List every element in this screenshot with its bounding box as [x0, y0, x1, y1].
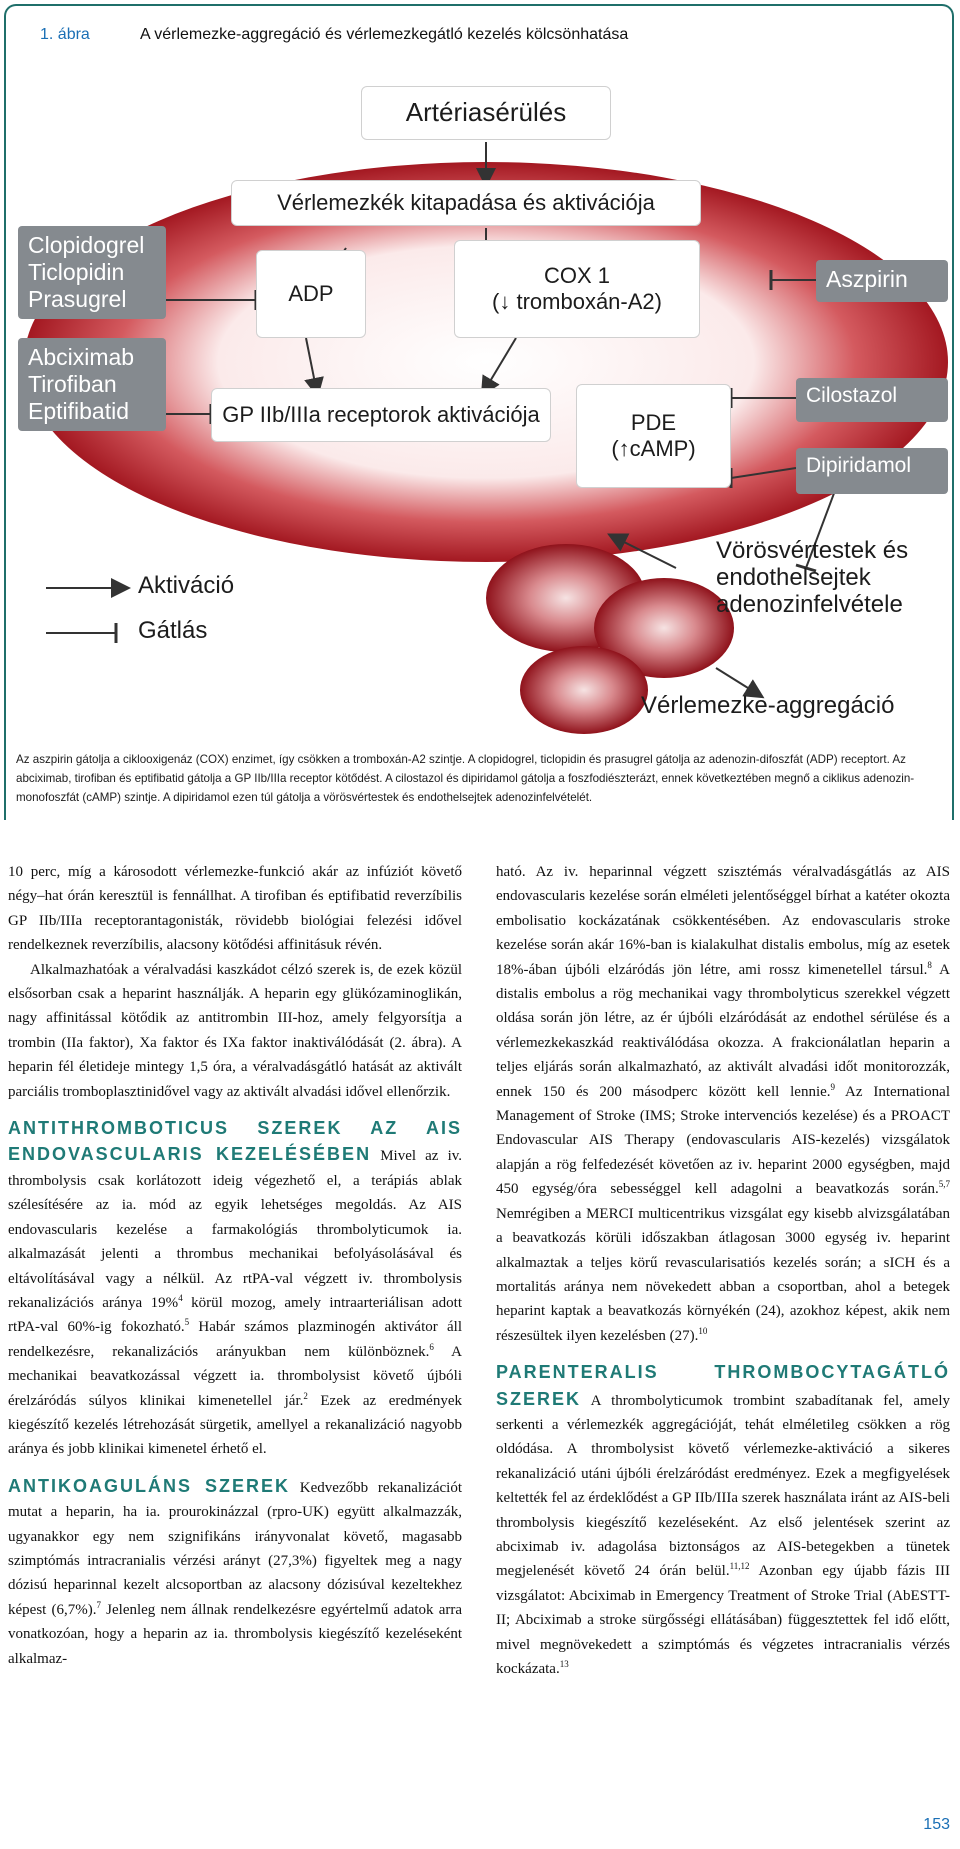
text-span: A mechanikai beavatkozással végzett ia. thrombolysist követő újbóli érelzáródás súlyos klinikai kimenetellel jár.	[8, 1343, 462, 1409]
adp-label: ADP	[288, 280, 334, 306]
adhesion-label: Vérlemezkék kitapadása és aktivációja	[277, 189, 655, 215]
text-span: Azonban egy újabb fázis III vizsgálatot: Abciximab in Emergency Treatment of Stroke Trial (AbESTT-II; Abciximab a stroke sürgősségi ellátásában) függesztettek fel idő előtt, mivel megnövekedett a szimptómás és végzetes intracranialis vérzés kockázata.	[496, 1563, 950, 1677]
section-heading-parenteral: PARENTERALIS THROMBOCYTAGÁTLÓ SZEREK	[496, 1362, 950, 1409]
left-section-anticoagulant	[8, 1474, 462, 1671]
drug-clopidogrel: Clopidogrel	[28, 232, 145, 258]
left-paragraph-2: Alkalmazhatóak a véralvadási kaszkádot célzó szerek is, de ezek közül elsősorban csak a heparint használják. A heparin egy glükózaminoglikán, nagy affinitással kötődik az antitrombin III-hoz, amely felgyorsítja a trombin (IIa faktor), Xa faktor és IXa faktor inaktiválódását (2. ábra). A heparin fél életideje mintegy 1,5 óra, a véralvadásgátló hatását az aktivált parciális tromboplasztinidővel vagy az aktivált alvadási idővel ellenőrzik.	[8, 961, 462, 1100]
drug-abciximab: Abciximab	[28, 344, 135, 370]
camp-label: cAMP)	[629, 436, 696, 461]
rbc-line-3: adenozinfelvétele	[716, 590, 903, 618]
citation: 9	[830, 1081, 836, 1092]
section-heading-antithrombotic: ANTITHROMBOTICUS SZEREK AZ AIS ENDOVASCULARIS KEZELÉSÉBEN	[8, 1118, 462, 1165]
left-paragraph-1: 10 perc, míg a károsodott vérlemezke-funkció akár az infúziót követő négy–hat órán keresztül is fennállhat. A tirofiban és eptifibatid reverzíbilis GP IIb/IIIa receptorantagonisták, rövidebb biológiai felezési idővel rendelkeznek reverzíbilis, alacsony kötődési affinitásuk révén.	[8, 864, 462, 954]
thromboxane-label: tromboxán-A2)	[516, 289, 662, 314]
drug-tirofiban: Tirofiban	[28, 371, 117, 398]
citation: 6	[429, 1341, 434, 1352]
page-number: 153	[923, 1816, 950, 1833]
drug-group-adp	[18, 226, 166, 319]
rbc-adenosine-label	[716, 538, 908, 619]
down-arrow-icon: ↓	[499, 289, 511, 314]
aspirin-label: Aszpirin	[826, 266, 908, 292]
text-span: Ezek az eredmények kiegészítő kezelés létrehozását sürgetik, amellyel a rekanalizáció nagyobb aránya és jobb klinikai kimenetel érhető el.	[8, 1392, 462, 1458]
dipiridamol-label: Dipiridamol	[806, 454, 912, 477]
gp-box	[211, 388, 551, 442]
citation: 7	[96, 1599, 101, 1610]
text-span: Az International Management of Stroke (IMS; Stroke intervenciós kezelése) és a PROACT Endovascular AIS Therapy (endovascularis AIS-kezelés) vizsgálatok alapján a rög felfedezését követően az iv. heparint 2000 egységben, majd 450 egység/óra sebességgel kell adagolni a beavatkozás során.	[496, 1083, 951, 1198]
injury-box	[361, 86, 611, 140]
rbc-line-2: endothelsejtek	[716, 563, 871, 591]
legend-activation: Aktiváció	[138, 572, 235, 599]
cilostazol-box	[796, 378, 948, 422]
gp-label: GP IIb/IIIa receptorok aktivációja	[222, 401, 540, 427]
right-section-parenteral	[496, 1360, 950, 1681]
citation: 8	[927, 959, 932, 970]
citation: 4	[178, 1292, 183, 1303]
drug-prasugrel: Prasugrel	[28, 286, 127, 313]
citation: 11,12	[729, 1561, 750, 1572]
aggregation-label: Vérlemezke-aggregáció	[641, 692, 895, 719]
figure-label: 1. ábra	[40, 26, 90, 43]
text-span: Kedvezőbb rekanalizációt mutat a heparin, ha ia. prourokinázzal (rpro-UK) együtt alkalmazzák, ugyanakkor egy nem szignifikáns irányvonalat követő, magasabb szimptómás intracranialis vérzési arányt (27,3%) figyeltek meg a nagy dózisú heparinnal kezelt alcsoportban az alacsony dózisúval kezeltekhez képest (6,7%).	[8, 1479, 462, 1618]
cox-box	[454, 240, 700, 338]
adhesion-box	[231, 180, 701, 226]
figure-title: A vérlemezke-aggregáció és vérlemezkegátló kezelés kölcsönhatása	[140, 26, 629, 43]
cilostazol-label: Cilostazol	[806, 384, 898, 407]
cox-label: COX 1	[543, 262, 611, 288]
text-span: Nemrégiben a MERCI multicentrikus vizsgálat egy kisebb alvizsgálatában a beavatkozás körüli időszakban átlagosan 3000 egység iv. heparint alkalmaztak a teljes körű revascularisatiós kezelés során; a sICH és a mortalitás aránya nem növekedett abban a csoportban, ahol a betegek heparint kaptak a beavatkozás környékén (24), azokhoz képest, akik nem részesültek ilyen kezelésben (27).	[496, 1205, 950, 1344]
figure-header	[6, 6, 952, 64]
left-section-antithrombotic	[8, 1116, 462, 1462]
dipiridamol-box	[796, 448, 948, 494]
camp-row: (↑cAMP)	[611, 436, 696, 461]
pde-box	[576, 384, 731, 488]
drug-group-gp	[18, 338, 166, 431]
up-arrow-icon: ↑	[618, 436, 630, 461]
figure-frame	[4, 4, 954, 820]
right-paragraph-1	[496, 860, 950, 1348]
text-span: A distalis embolus a rög mechanikai vagy thrombolyticus szerekkel végzett oldása során jön létre, az ér újbóli elzáródását az endothel sérülése és a vérlemezkekaszkád reaktiválódása okozza. A frakcionálatlan heparin a teljes eljárás során alkalmazható, az aktivált alvadási időt monitorozzák, ennek 150 és 200 másodperc között kell lennie.	[496, 961, 950, 1100]
aspirin-box	[816, 260, 948, 302]
text-span: ható. Az iv. heparinnal végzett szisztémás véralvadásgátlás az AIS endovascularis kezelése során elméleti jelentőséggel bírhat a katéter okozta embolisatio kockázatának csökkentésében. Az endovascularis stroke kezelése során akár 16%-ban is kialakulhat distalis embolus, míg az esetek 18%-ában újbóli elzáródás jön létre, ami rossz kimenetellel társul.	[496, 864, 950, 978]
right-column	[496, 860, 950, 1681]
citation: 5	[184, 1317, 190, 1328]
left-column	[8, 860, 462, 1671]
rbc-line-1: Vörösvértestek és	[716, 537, 909, 564]
drug-eptifibatid: Eptifibatid	[28, 398, 130, 425]
citation: 2	[303, 1390, 308, 1401]
text-span: Mivel az iv. thrombolysis csak korlátozott ideig végezhető el, a terápiás ablak szélesítésére az ia. mód az egyik lehetséges megoldás. Az AIS endovascularis kezelése a farmakológiás thrombolyticumok ia. alkalmazását jelenti a thrombus mechanikai befolyásolásával és eltávolításával vagy a nélkül. Az rtPA-val végzett iv. thrombolysis rekanalizációs aránya 19%	[8, 1148, 463, 1311]
citation: 13	[559, 1659, 569, 1669]
text-span: Habár számos plazminogén aktivátor áll rendelkezésre, rekanalizációs arányukban nem különböznek.	[8, 1319, 462, 1360]
section-heading-anticoagulant: ANTIKOAGULÁNS SZEREK	[8, 1475, 291, 1496]
pde-label: PDE	[630, 409, 677, 435]
drug-ticlopidin: Ticlopidin	[28, 259, 125, 286]
platelet-diagram	[16, 68, 956, 748]
figure-caption: Az aszpirin gátolja a ciklooxigenáz (COX) enzimet, így csökken a tromboxán-A2 szintje. A clopidogrel, ticlopidin és prasugrel gátolja az adenozin-difoszfát (ADP) receptort. Az abciximab, tirofiban és eptifibatid gátolja a GP IIb/IIIa receptor kötődést. A cilostazol és dipiridamol gátolja a foszfodiészterázt, ennek következtében megnő a ciklikus adenozin-monofoszfát (cAMP) szintje. A dipiridamol ezen túl gátolja a vörösvértestek és endothelsejtek adenozinfelvételét.	[16, 753, 915, 804]
thromboxane-row: (↓ tromboxán-A2)	[492, 289, 662, 314]
legend-inhibition: Gátlás	[138, 617, 208, 644]
citation: 10	[698, 1325, 708, 1336]
adp-box	[256, 250, 366, 338]
text-span: körül mozog, amely intraarteriálisan adott rtPA-val 60%-ig fokozható.	[8, 1294, 463, 1336]
citation: 5,7	[938, 1179, 950, 1190]
text-span: A thrombolyticumok trombint szabadítanak fel, amely serkenti a vérlemezkék aggregációját, tehát elméletileg csökken a rög oldódása. A thrombolysist követő vérlemezke-aktiváció a sikeres rekanalizáció utáni újbóli érelzáródást eredményez. Ezek a megfigyelések keltették fel az érdeklődést a GP IIb/IIIa szerek használata iránt az AIS-beli thrombolysis kiegészítő kezeléseként. Az első jelentések szerint az abciximab iv. adagolása biztonságos az AIS-betegekben a tünetek megjelenését követő 24 órán belül.	[496, 1392, 950, 1580]
rbc-cell-3	[520, 646, 648, 734]
text-span: Jelenleg nem állnak rendelkezésre egyértelmű adatok arra vonatkozóan, hogy a heparin az ia. thrombolysis kiegészítő kezeléseként alkalmaz-	[8, 1601, 462, 1667]
injury-label: Artériasérülés	[405, 97, 567, 128]
